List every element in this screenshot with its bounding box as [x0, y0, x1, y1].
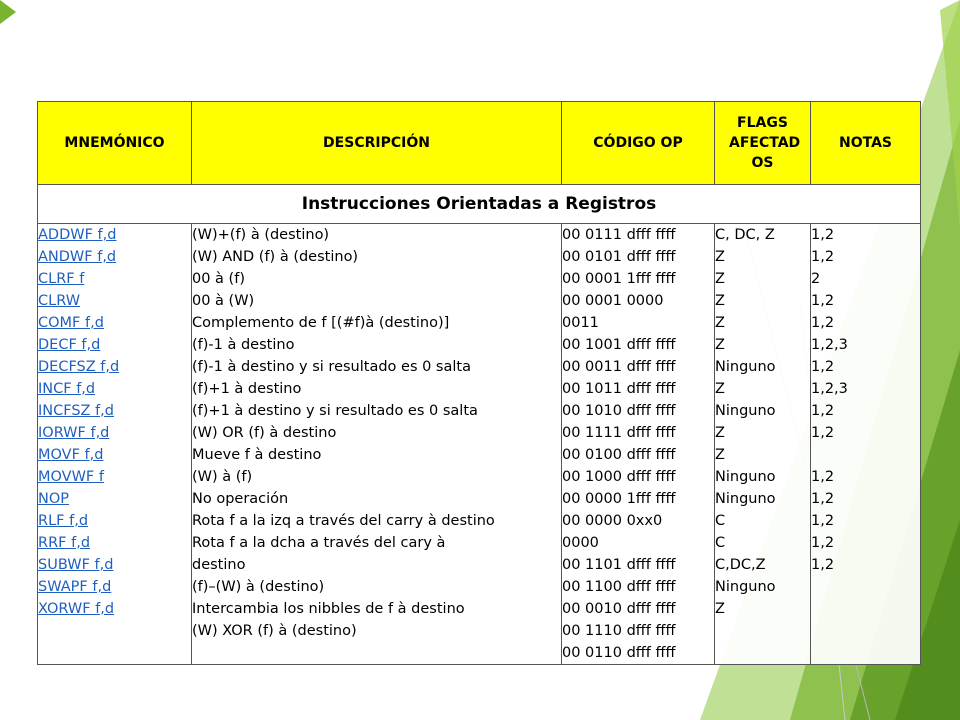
flags-text: Ninguno: [715, 403, 776, 419]
description-text: Rota f a la izq a través del carry à destino: [192, 513, 495, 529]
header-mnemonic: MNEMÓNICO: [38, 102, 192, 185]
header-opcode: CÓDIGO OP: [562, 102, 715, 185]
flags-text: C,DC,Z: [715, 557, 766, 573]
flags-text: Ninguno: [715, 579, 776, 595]
mnemonic-link[interactable]: SWAPF f,d: [38, 579, 112, 595]
notes-text: 1,2: [811, 469, 835, 485]
opcode-text: 00 0100 dfff ffff: [562, 447, 676, 463]
notes-text: 1,2: [811, 403, 835, 419]
notes-text: 2: [811, 271, 821, 287]
description-text: (f)+1 à destino y si resultado es 0 salta: [192, 403, 478, 419]
mnemonic-link[interactable]: SUBWF f,d: [38, 557, 114, 573]
mnemonic-link[interactable]: DECF f,d: [38, 337, 101, 353]
notes-text: 1,2,3: [811, 337, 848, 353]
opcode-text: 00 0101 dfff ffff: [562, 249, 676, 265]
opcode-text: 00 1010 dfff ffff: [562, 403, 676, 419]
flags-text: C: [715, 513, 726, 529]
notes-text: [811, 444, 920, 466]
notes-text: 1,2: [811, 315, 835, 331]
section-title: Instrucciones Orientadas a Registros: [38, 185, 921, 224]
description-text: (f)+1 à destino: [192, 381, 302, 397]
header-flags: FLAGS AFECTAD OS: [715, 102, 811, 185]
notes-text: 1,2: [811, 227, 835, 243]
opcode-text: 00 0111 dfff ffff: [562, 227, 676, 243]
flags-text: Z: [715, 447, 725, 463]
notes-text: 1,2: [811, 491, 835, 507]
mnemonic-link[interactable]: MOVWF f: [38, 469, 104, 485]
notes-text: 1,2: [811, 557, 835, 573]
header-notes: NOTAS: [811, 102, 921, 185]
description-text: (f)–(W) à (destino): [192, 579, 325, 595]
description-cell: [192, 224, 562, 665]
mnemonic-link[interactable]: NOP: [38, 491, 70, 507]
mnemonic-link[interactable]: XORWF f,d: [38, 601, 115, 617]
flags-text: Z: [715, 249, 725, 265]
opcode-text: 00 0011 dfff ffff: [562, 359, 676, 375]
data-row: [38, 224, 921, 665]
flags-text: C: [715, 535, 726, 551]
opcode-text: 00 1110 dfff ffff: [562, 623, 676, 639]
header-description: DESCRIPCIÓN: [192, 102, 562, 185]
mnemonic-link[interactable]: INCF f,d: [38, 381, 96, 397]
flags-text: Z: [715, 293, 725, 309]
instruction-table: [37, 101, 921, 665]
opcode-text: 00 1001 dfff ffff: [562, 337, 676, 353]
mnemonic-cell: [38, 224, 192, 665]
description-text: (f)-1 à destino y si resultado es 0 salta: [192, 359, 471, 375]
opcode-text: 00 1111 dfff ffff: [562, 425, 676, 441]
flags-text: Z: [715, 315, 725, 331]
mnemonic-link[interactable]: INCFSZ f,d: [38, 403, 114, 419]
notes-text: 1,2: [811, 535, 835, 551]
opcode-text: 00 0010 dfff ffff: [562, 601, 676, 617]
description-text: Rota f a la dcha a través del cary à destino: [192, 535, 446, 573]
flags-cell: [715, 224, 811, 665]
description-text: Intercambia los nibbles de f à destino: [192, 601, 465, 617]
mnemonic-link[interactable]: COMF f,d: [38, 315, 104, 331]
notes-text: 1,2,3: [811, 381, 848, 397]
opcode-text: 00 1100 dfff ffff: [562, 579, 676, 595]
corner-arrow-icon: [0, 0, 16, 24]
flags-text: C, DC, Z: [715, 227, 775, 243]
flags-text: Z: [715, 601, 725, 617]
description-text: 00 à (f): [192, 271, 245, 287]
description-text: 00 à (W): [192, 293, 255, 309]
mnemonic-link[interactable]: RLF f,d: [38, 513, 89, 529]
description-text: (W)+(f) à (destino): [192, 227, 330, 243]
mnemonic-link[interactable]: RRF f,d: [38, 535, 91, 551]
description-text: (W) OR (f) à destino: [192, 425, 337, 441]
mnemonic-link[interactable]: IORWF f,d: [38, 425, 110, 441]
flags-text: Ninguno: [715, 491, 776, 507]
notes-text: 1,2: [811, 249, 835, 265]
description-text: (f)-1 à destino: [192, 337, 295, 353]
section-row: [38, 185, 921, 224]
description-text: Mueve f à destino: [192, 447, 322, 463]
opcode-text: 00 1011 dfff ffff: [562, 381, 676, 397]
opcode-text: 00 1101 dfff ffff: [562, 557, 676, 573]
opcode-text: 00 0001 1fff ffff: [562, 271, 676, 287]
mnemonic-link[interactable]: ANDWF f,d: [38, 249, 117, 265]
mnemonic-link[interactable]: ADDWF f,d: [38, 227, 117, 243]
flags-text: Ninguno: [715, 359, 776, 375]
notes-cell: [811, 224, 921, 665]
mnemonic-link[interactable]: DECFSZ f,d: [38, 359, 120, 375]
flags-text: Ninguno: [715, 469, 776, 485]
mnemonic-link[interactable]: MOVF f,d: [38, 447, 104, 463]
notes-text: 1,2: [811, 513, 835, 529]
opcode-cell: [562, 224, 715, 665]
notes-text: 1,2: [811, 425, 835, 441]
flags-text: Z: [715, 337, 725, 353]
opcode-text: 00 0001 0000 0011: [562, 293, 664, 331]
description-text: (W) XOR (f) à (destino): [192, 623, 357, 639]
description-text: Complemento de f [(#f)à (destino)]: [192, 315, 450, 331]
opcode-text: 00 1000 dfff ffff: [562, 469, 676, 485]
opcode-text: 00 0000 0xx0 0000: [562, 513, 663, 551]
flags-text: Z: [715, 271, 725, 287]
mnemonic-link[interactable]: CLRF f: [38, 271, 85, 287]
mnemonic-link[interactable]: CLRW: [38, 293, 81, 309]
description-text: (W) AND (f) à (destino): [192, 249, 359, 265]
header-row: [38, 102, 921, 185]
notes-text: 1,2: [811, 359, 835, 375]
opcode-text: 00 0110 dfff ffff: [562, 645, 676, 661]
opcode-text: 00 0000 1fff ffff: [562, 491, 676, 507]
notes-text: 1,2: [811, 293, 835, 309]
flags-text: Z: [715, 425, 725, 441]
flags-text: Z: [715, 381, 725, 397]
description-text: (W) à (f): [192, 469, 253, 485]
description-text: No operación: [192, 491, 289, 507]
